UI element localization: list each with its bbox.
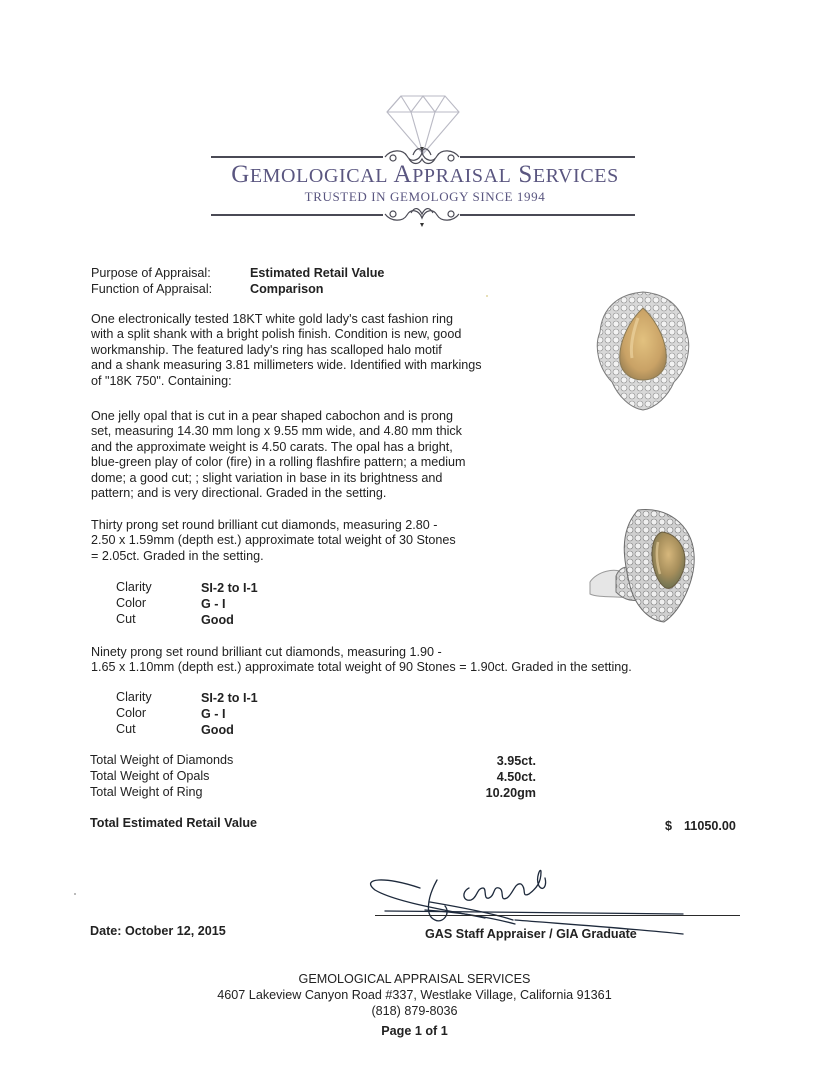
diamond-description-line: 1.65 x 1.10mm (depth est.) approximate total weight of 90 Stones = 1.90ct. Graded in the setting. xyxy=(91,660,632,675)
company-tagline: TRUSTED IN GEMOLOGY SINCE 1994 xyxy=(304,189,546,204)
grade-label-color: Color xyxy=(116,596,147,610)
appraiser-signature xyxy=(365,858,695,938)
total-diamonds-label: Total Weight of Diamonds xyxy=(90,753,234,767)
grade-value-color: G - I xyxy=(201,597,226,611)
grade-label-clarity: Clarity xyxy=(116,690,152,704)
diamond-description-line: 2.50 x 1.59mm (depth est.) approximate total weight of 30 Stones xyxy=(91,533,456,548)
footer-phone: (818) 879-8036 xyxy=(371,1004,458,1018)
purpose-value: Estimated Retail Value xyxy=(250,266,385,280)
scan-speck xyxy=(486,295,488,297)
function-label: Function of Appraisal: xyxy=(91,282,213,296)
opal-description xyxy=(91,409,541,501)
grade-value-color: G - I xyxy=(201,707,226,721)
retail-value-label: Total Estimated Retail Value xyxy=(90,816,258,830)
diamond-description-line: Ninety prong set round brilliant cut diamonds, measuring 1.90 - xyxy=(91,645,442,659)
ring-description-line: workmanship. The featured lady's ring has scalloped halo motif xyxy=(91,342,442,357)
opal-description-line: dome; a good cut; ; slight variation in base in its brightness and xyxy=(91,470,443,485)
page-number: Page 1 of 1 xyxy=(381,1024,448,1038)
retail-value-currency: $ xyxy=(665,819,673,833)
logo-top-rule-left xyxy=(211,156,383,158)
opal-description-line: One jelly opal that is cut in a pear shaped cabochon and is prong xyxy=(91,409,453,423)
diamond-description-line: = 2.05ct. Graded in the setting. xyxy=(91,548,264,563)
grade-value-clarity: SI-2 to I-1 xyxy=(201,581,258,595)
ring-top-view-image xyxy=(588,288,698,413)
footer-address: 4607 Lakeview Canyon Road #337, Westlake Village, California 91361 xyxy=(217,988,612,1002)
total-opals-value: 4.50ct. xyxy=(496,770,536,784)
grade-label-clarity: Clarity xyxy=(116,580,152,594)
purpose-label: Purpose of Appraisal: xyxy=(91,266,211,280)
total-ring-value: 10.20gm xyxy=(485,786,536,800)
grade-value-cut: Good xyxy=(201,613,234,627)
diamond-description-line: Thirty prong set round brilliant cut diamonds, measuring 2.80 - xyxy=(91,518,438,532)
total-ring-label: Total Weight of Ring xyxy=(90,785,203,799)
appraiser-title: GAS Staff Appraiser / GIA Graduate xyxy=(425,927,637,941)
opal-description-line: set, measuring 14.30 mm long x 9.55 mm wide, and 4.80 mm thick xyxy=(91,424,462,439)
grade-label-color: Color xyxy=(116,706,147,720)
ring-side-view-image xyxy=(586,502,706,627)
ring-description xyxy=(91,312,541,389)
ring-description-line: of "18K 750". Containing: xyxy=(91,373,232,388)
function-value: Comparison xyxy=(250,282,324,296)
ring-description-line: and a shank measuring 3.81 millimeters wide. Identified with markings xyxy=(91,358,482,373)
company-logo-title: GEMOLOGICAL APPRAISAL SERVICES xyxy=(231,161,619,188)
ring-description-line: One electronically tested 18KT white gold lady's cast fashion ring xyxy=(91,312,453,326)
total-opals-label: Total Weight of Opals xyxy=(90,769,210,783)
logo-bottom-rule-left xyxy=(211,214,383,216)
retail-value-amount: 11050.00 xyxy=(684,819,736,833)
scan-speck xyxy=(74,893,76,895)
scroll-ornament-bottom-icon xyxy=(383,204,461,228)
footer-company: GEMOLOGICAL APPRAISAL SERVICES xyxy=(298,972,531,986)
ring-description-line: with a split shank with a bright polish finish. Condition is new, good xyxy=(91,327,462,342)
logo-bottom-rule-right xyxy=(460,214,635,216)
grade-label-cut: Cut xyxy=(116,612,136,626)
opal-description-line: blue-green play of color (fire) in a rolling flashfire pattern; a medium xyxy=(91,455,466,470)
appraisal-date: Date: October 12, 2015 xyxy=(90,924,226,938)
opal-description-line: and the approximate weight is 4.50 carats. The opal has a bright, xyxy=(91,439,453,454)
logo-top-rule-right xyxy=(460,156,635,158)
grade-value-cut: Good xyxy=(201,723,234,737)
opal-description-line: pattern; and is very directional. Graded in the setting. xyxy=(91,486,387,501)
grade-value-clarity: SI-2 to I-1 xyxy=(201,691,258,705)
signature-line xyxy=(375,915,740,916)
diamond-group-1-description xyxy=(91,518,541,564)
total-diamonds-value: 3.95ct. xyxy=(496,754,536,768)
grade-label-cut: Cut xyxy=(116,722,136,736)
diamond-group-2-description xyxy=(91,645,711,676)
